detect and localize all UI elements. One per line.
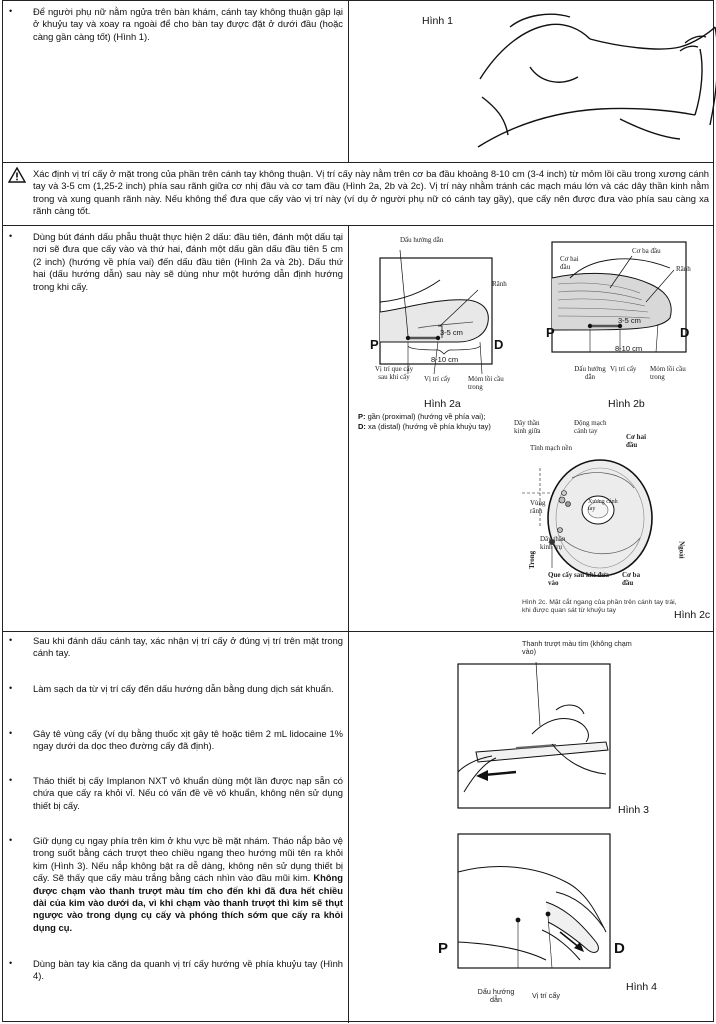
marking-text: Dùng bút đánh dấu phẫu thuật thực hiện 2 dấu: đầu tiên, đánh một dấu tại nơi sẽ đưa que cấy vào và thứ hai, đánh một dấu gần dấu đầu tiên 5 cm (2 inch) (hướng về phía vai) đến dấu đầu tiên (Hình 2a và 2b). Dấu thứ hai (dấu hướng dẫn) sau này sẽ dùng như một hướng dẫn định hướng trong khi cấy. xyxy=(33,231,343,292)
step-clean-skin: Làm sạch da từ vị trí cấy đến dấu hướng dẫn bằng dung dịch sát khuẩn. xyxy=(33,683,334,694)
figure1-arm-illustration xyxy=(470,7,716,157)
fig2b-epicondyle-label: Mỏm lồi cầu trong xyxy=(650,365,686,381)
bullet: • xyxy=(9,683,13,693)
fig2b-proximal-label: P xyxy=(546,325,555,340)
bullet: • xyxy=(9,6,13,16)
fig2a-epicondyle-label: Mỏm lồi cầu trong xyxy=(468,375,504,391)
step-remove-applicator: Tháo thiết bị cấy Implanon NXT vô khuẩn dùng một lần được nạp sẵn có chứa que cấy ra khỏi vỉ. Nếu có vấn đề về vô khuẩn, không nên sử dụng thiết bị cấy. xyxy=(33,775,343,811)
bullet: • xyxy=(9,835,13,845)
fig4-guide-mark-label: Dấu hướng dẫn xyxy=(477,987,515,1005)
row-insertion-steps xyxy=(3,632,713,1023)
bullet: • xyxy=(9,231,13,241)
fig2a-dist-8-10-label: 8-10 cm xyxy=(431,355,459,364)
warning-icon xyxy=(8,167,26,183)
step-confirm-site: Sau khi đánh dấu cánh tay, xác nhận vị trí cấy ở đúng vị trí trên mặt trong cánh tay. xyxy=(33,635,343,659)
fig2b-triceps-label: Cơ ba đầu xyxy=(632,247,661,255)
legend-d-key: D: xyxy=(358,422,366,431)
fig2c-biceps-label: Cơ hai đầu xyxy=(626,433,647,449)
fig2c-groove-label: Vùng rãnh xyxy=(530,499,546,515)
fig2c-inside-label: Trong xyxy=(528,550,537,569)
fig2c-bone-label: Xương cánh tay xyxy=(588,499,618,512)
instruction-page xyxy=(2,0,714,1022)
row3-text-column xyxy=(3,226,349,631)
fig2c-artery-label: Động mạch cánh tay xyxy=(574,419,607,435)
fig2c-caption: Hình 2c. Mặt cắt ngang của phần trên cánh tay trái, khi được quan sát từ khuỷu tay xyxy=(522,599,677,615)
legend-p-text: gần (proximal) (hướng về phía vai); xyxy=(365,412,486,421)
fig2c-ulnar-nerve-label: Dây thần kinh trụ xyxy=(540,535,566,551)
fig2b-guide-mark-label: Dấu hướng dẫn xyxy=(574,365,606,381)
bullet: • xyxy=(9,728,13,738)
row-marking xyxy=(3,226,713,632)
figure1-title: Hình 1 xyxy=(422,15,453,27)
fig2a-dist-3-5-label: 3-5 cm xyxy=(440,328,463,337)
fig2c-vein-label: Tĩnh mạch nền xyxy=(530,444,572,452)
fig3-slider-label: Thanh trượt màu tím (không chạm vào) xyxy=(522,639,632,657)
legend-distal xyxy=(358,422,491,432)
legend-proximal xyxy=(358,412,486,422)
fig2b-insertion-site-label: Vị trí cấy xyxy=(610,365,637,373)
fig2c-median-nerve-label: Dây thần kinh giữa xyxy=(514,419,541,435)
fig2c-outside-label: Ngoài xyxy=(677,541,686,559)
fig2c-triceps-label: Cơ ba đầu xyxy=(622,571,641,587)
figure4-skin-stretch-illustration xyxy=(456,832,614,972)
row4-figure-column xyxy=(350,632,713,1023)
step-anesthesia: Gây tê vùng cấy (ví dụ bằng thuốc xịt gây tê hoặc tiêm 2 mL lidocaine 1% ngay dưới da dọc theo đường cấy đã định). xyxy=(33,728,343,752)
fig4-proximal-label: P xyxy=(438,940,449,957)
positioning-text: Để người phụ nữ nằm ngửa trên bàn khám, cánh tay không thuận gập lại ở khuỷu tay và xoay ra ngoài để cho bàn tay được đặt ở dưới đầu (hoặc càng gần càng tốt) (Hình 1). xyxy=(33,6,343,42)
step-hold-applicator-text: Giữ dụng cụ ngay phía trên kim ở khu vực bề mặt nhám. Tháo nắp bảo vệ trong suốt bằng cách trượt theo chiều ngang theo hướng mũi tên ra khỏi kim (Hình 3). Nếu nắp không bật ra dễ dàng, không nên sử dụng thiết bị cấy. Sẽ thấy que cấy màu trắng bằng cách nhìn vào đầu mũi kim. xyxy=(33,835,343,884)
warning-text: Xác định vị trí cấy ở mặt trong của phần trên cánh tay không thuận. Vị trí cấy này nằm trên cơ ba đầu khoảng 8-10 cm (3-4 inch) từ mỏm lồi cầu trong xương cánh tay và 3-5 cm (1,25-2 inch) phía sau rãnh giữa cơ nhị đầu và cơ tam đầu (Hình 2a, 2b và 2c). Vị trí này nhằm tránh các mạch máu lớn và các dây thần kinh nằm trong và xung quanh rãnh này. Nếu không thể đưa que cấy vào vị trí này (ví dụ ở người phụ nữ có cánh tay gầy), que cấy nên được đưa vào phía sau càng xa rãnh càng tốt. xyxy=(33,168,709,217)
fig2b-distal-label: D xyxy=(680,325,690,340)
fig2a-distal-label: D xyxy=(494,337,504,352)
row-positioning xyxy=(3,1,713,163)
figure4-title: Hình 4 xyxy=(626,981,657,993)
figure3-title: Hình 3 xyxy=(618,804,649,816)
fig2a-insertion-site-label: Vị trí cấy xyxy=(424,375,451,383)
row1-figure-column xyxy=(350,1,713,162)
bullet: • xyxy=(9,775,13,785)
legend-p-key: P: xyxy=(358,412,366,421)
step-hold-applicator xyxy=(33,835,343,934)
fig4-distal-label: D xyxy=(614,940,625,957)
fig4-insertion-site-label: Vị trí cấy xyxy=(532,991,560,1000)
row4-text-column xyxy=(3,632,349,1023)
fig2a-proximal-label: P xyxy=(370,337,379,352)
row1-text-column xyxy=(3,1,349,162)
fig2b-dist-3-5-label: 3-5 cm xyxy=(618,316,641,325)
step-stretch-skin: Dùng bàn tay kia căng da quanh vị trí cấy hướng về phía khuỷu tay (Hình 4). xyxy=(33,958,343,982)
fig2b-biceps-label: Cơ hai đầu xyxy=(560,255,579,271)
fig2b-dist-8-10-label: 8-10 cm xyxy=(615,344,643,353)
figure2c-title: Hình 2c xyxy=(674,609,711,621)
fig2c-implant-label: Que cấy sau khi đưa vào xyxy=(548,571,609,587)
row3-figure-column xyxy=(350,226,713,631)
step-warning-bold: Không được chạm vào thanh trượt màu tím cho đến khi đã đưa hết chiều dài của kim vào dưới da, vì khi chạm vào thanh trượt thì kim sẽ thụt ngược vào trong dụng cụ cấy và phóng thích sớm que cấy ra khỏi dụng cụ. xyxy=(33,872,343,933)
fig2b-groove-label: Rãnh xyxy=(676,265,691,273)
figure3-applicator-illustration xyxy=(456,662,614,810)
figure2b-title: Hình 2b xyxy=(608,398,645,410)
bullet: • xyxy=(9,958,13,968)
row-warning xyxy=(3,163,713,226)
bullet: • xyxy=(9,635,13,645)
legend-d-text: xa (distal) (hướng về phía khuỷu tay) xyxy=(365,422,491,431)
fig2a-groove-label: Rãnh xyxy=(492,280,507,288)
fig2a-guide-mark-label: Dấu hướng dẫn xyxy=(400,236,444,244)
figure2a-title: Hình 2a xyxy=(424,398,461,410)
fig2a-implant-position-label: Vị trí que cấy sau khi cấy xyxy=(374,365,414,381)
